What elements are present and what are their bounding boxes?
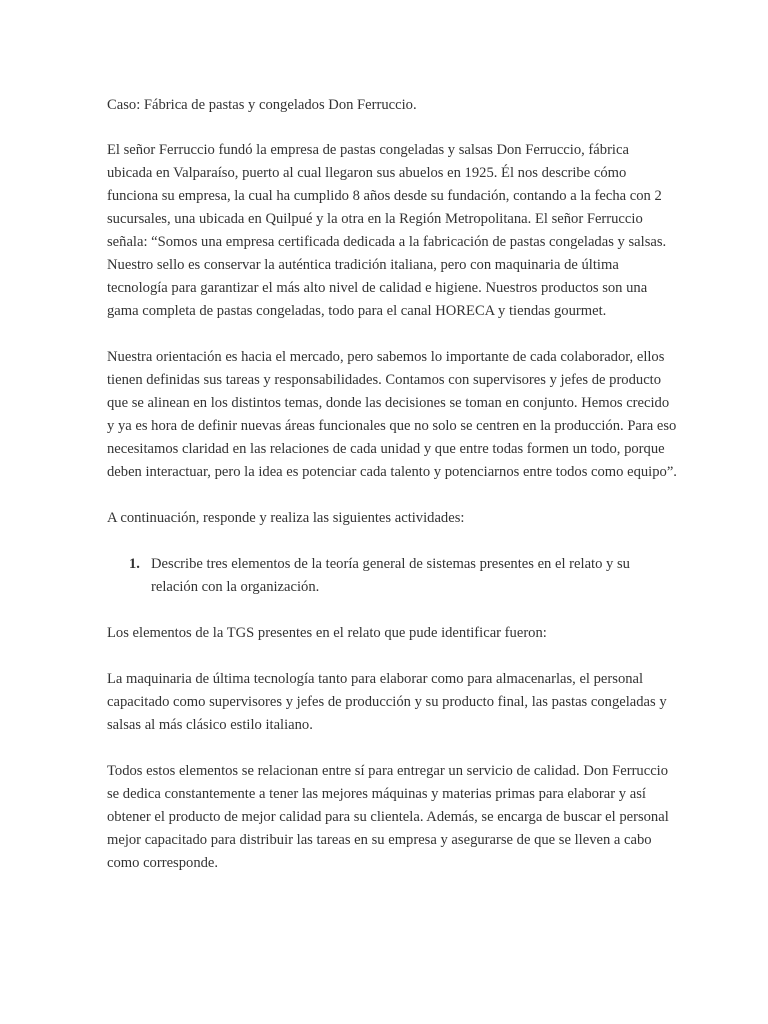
document-title: Caso: Fábrica de pastas y congelados Don Ferruccio. <box>107 97 417 113</box>
paragraph-intro: El señor Ferruccio fundó la empresa de pastas congeladas y salsas Don Ferruccio, fábrica ubicada en Valparaíso, puerto al cual llegaron sus abuelos en 1925. Él nos describe cómo funciona su empresa, la cual ha cumplido 8 años desde su fundación, contando a la fecha con 2 sucursales, una ubicada en Quilpué y la otra en la Región Metropolitana. El señor Ferruccio señala: “Somos una empresa certificada dedicada a la fabricación de pastas congeladas y salsas. Nuestro sello es conservar la auténtica tradición italiana, pero con maquinaria de última tecnología para garantizar el más alto nivel de calidad e higiene. Nuestros productos son una gama completa de pastas congeladas, todo para el canal HORECA y tiendas gourmet. <box>107 142 667 319</box>
numbered-list-item <box>107 553 677 599</box>
list-number: 1. <box>129 556 140 572</box>
document-page <box>107 94 677 898</box>
paragraph-orientation: Nuestra orientación es hacia el mercado, pero sabemos lo importante de cada colaborador, ellos tienen definidas sus tareas y responsabilidades. Contamos con supervisores y jefes de producto que se alinean en los distintos temas, donde las decisiones se toman en conjunto. Hemos crecido y ya es hora de definir nuevas áreas funcionales que no solo se centren en la producción. Para eso necesitamos claridad en las relaciones de cada unidad y que entre todas formen un todo, porque deben interactuar, pero la idea es potenciar cada talento y potenciarnos entre todos como equipo”. <box>107 349 677 480</box>
paragraph-instructions: A continuación, responde y realiza las siguientes actividades: <box>107 510 465 526</box>
answer-elements: La maquinaria de última tecnología tanto para elaborar como para almacenarlas, el personal capacitado como supervisores y jefes de producción y su producto final, las pastas congeladas y salsas al más clásico estilo italiano. <box>107 671 667 733</box>
answer-intro: Los elementos de la TGS presentes en el relato que pude identificar fueron: <box>107 625 547 641</box>
list-item-text: Describe tres elementos de la teoría general de sistemas presentes en el relato y su relación con la organización. <box>151 556 630 595</box>
answer-relation: Todos estos elementos se relacionan entre sí para entregar un servicio de calidad. Don Ferruccio se dedica constantemente a tener las mejores máquinas y materias primas para elaborar y así obtener el producto de mejor calidad para su clientela. Además, se encarga de buscar el personal mejor capacitado para distribuir las tareas en su empresa y asegurarse de que se lleven a cabo como corresponde. <box>107 763 669 871</box>
